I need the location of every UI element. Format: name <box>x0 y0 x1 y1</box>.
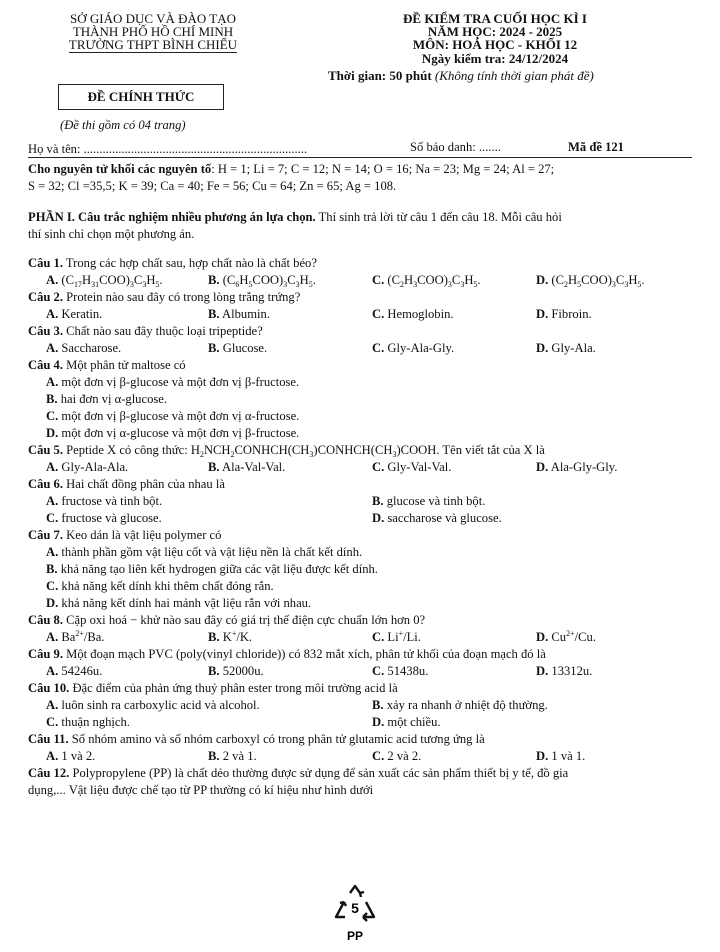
q8-option-c[interactable]: C. Li+/Li. <box>372 629 421 644</box>
official-exam-box: ĐỀ CHÍNH THỨC <box>58 84 224 110</box>
subject: MÔN: HOÁ HỌC - KHỐI 12 <box>412 37 578 52</box>
q7-option-b[interactable]: B. khả năng tạo liên kết hydrogen giữa các vật liệu được kết dính. <box>46 562 378 576</box>
q3-option-c[interactable]: C. Gly-Ala-Gly. <box>372 341 455 355</box>
question-12-cont: dụng,... Vật liệu được chế tạo từ PP thường có kí hiệu như hình dưới <box>28 783 374 797</box>
q11-option-d[interactable]: D. 1 và 1. <box>536 749 586 763</box>
q8-option-a[interactable]: A. $Ba^{2+}/Ba$. <box>46 629 105 644</box>
student-name-field: Họ và tên: ....................................................................... <box>28 142 308 156</box>
q11-option-c[interactable]: C. 2 và 2. <box>372 749 422 763</box>
q2-option-a[interactable]: A. Keratin. <box>46 307 103 321</box>
q1-option-a[interactable]: A. $(C_{17}H_{31}COO)_3C_3H_5$. <box>46 273 163 289</box>
question-11: Câu 11. Số nhóm amino và số nhóm carboxyl có trong phân tử glutamic acid tương ứng là <box>28 732 485 746</box>
q9-option-c[interactable]: C. 51438u. <box>372 664 429 678</box>
part1-heading: PHẦN I. Câu trắc nghiệm nhiều phương án lựa chọn. Thí sinh trả lời từ câu 1 đến câu 18. Mỗi câu hỏi <box>28 210 562 224</box>
q10-option-b[interactable]: B. xảy ra nhanh ở nhiệt độ thường. <box>372 698 548 712</box>
q2-option-c[interactable]: C. Hemoglobin. <box>372 307 454 321</box>
candidate-number-field: Số báo danh: ....... <box>410 140 501 154</box>
exam-code: Mã đề 121 <box>568 140 624 154</box>
q4-option-a[interactable]: A. một đơn vị β-glucose và một đơn vị β-fructose. <box>46 375 300 389</box>
exam-duration: Thời gian: 50 phút (Không tính thời gian phát đề) <box>328 68 594 83</box>
question-7: Câu 7. Keo dán là vật liệu polymer có <box>28 528 222 542</box>
q8-option-d[interactable]: D. $Cu^{2+}/Cu$. <box>536 629 596 644</box>
q6-option-a[interactable]: A. fructose và tinh bột. <box>46 494 163 508</box>
question-6: Câu 6. Hai chất đồng phân của nhau là <box>28 477 225 491</box>
q9-option-a[interactable]: A. 54246u. <box>46 664 103 678</box>
question-3: Câu 3. Chất nào sau đây thuộc loại tripeptide? <box>28 324 263 338</box>
question-1: Câu 1. Trong các hợp chất sau, hợp chất nào là chất béo? <box>28 256 317 270</box>
school-year: NĂM HỌC: 2024 - 2025 <box>427 24 563 39</box>
q11-option-a[interactable]: A. 1 và 2. <box>46 749 96 763</box>
recycle-code: PP <box>346 929 364 943</box>
question-10: Câu 10. Đặc điểm của phản ứng thuỷ phân ester trong môi trường acid là <box>28 681 398 695</box>
atomic-masses-line2: S = 32; Cl =35,5; K = 39; Ca = 40; Fe = 56; Cu = 64; Zn = 65; Ag = 108. <box>28 179 397 193</box>
q10-option-c[interactable]: C. thuận nghịch. <box>46 715 130 729</box>
recycling-symbol-icon <box>330 884 380 948</box>
q5-option-d[interactable]: D. Ala-Gly-Gly. <box>536 460 618 474</box>
q5-option-b[interactable]: B. Ala-Val-Val. <box>208 460 286 474</box>
question-4: Câu 4. Một phân tử maltose có <box>28 358 186 372</box>
question-8: Câu 8. Cặp oxi hoá − khử nào sau đây có giá trị thế điện cực chuẩn lớn hơn 0? <box>28 613 426 627</box>
question-5: Câu 5. Peptide X có công thức: $H_2NCH_2CONHCH(CH_3)CONHCH(CH_3)COOH$. Tên viết tắt của X là <box>28 443 545 459</box>
q3-option-d[interactable]: D. Gly-Ala. <box>536 341 596 355</box>
q4-option-d[interactable]: D. một đơn vị α-glucose và một đơn vị β-fructose. <box>46 426 300 440</box>
question-12: Câu 12. Polypropylene (PP) là chất dẻo thường được sử dụng để sản xuất các sản phẩm thiết bị y tế, đồ gia <box>28 766 569 780</box>
q2-option-b[interactable]: B. Albumin. <box>208 307 270 321</box>
recycle-number: 5 <box>351 900 359 916</box>
q10-option-d[interactable]: D. một chiều. <box>372 715 441 729</box>
q1-option-b[interactable]: B. $(C_6H_5COO)_3C_3H_5$. <box>208 273 316 289</box>
q4-option-b[interactable]: B. hai đơn vị α-glucose. <box>46 392 168 406</box>
q8-option-b[interactable]: B. K+/K. <box>208 629 253 644</box>
q9-option-b[interactable]: B. 52000u. <box>208 664 264 678</box>
q7-option-d[interactable]: D. khả năng kết dính hai mảnh vật liệu rắn với nhau. <box>46 596 312 610</box>
city-name: THÀNH PHỐ HỒ CHÍ MINH <box>72 24 234 39</box>
q7-option-c[interactable]: C. khả năng kết dính khi thêm chất đóng rắn. <box>46 579 274 593</box>
q6-option-b[interactable]: B. glucose và tinh bột. <box>372 494 486 508</box>
q3-option-b[interactable]: B. Glucose. <box>208 341 268 355</box>
exam-date: Ngày kiểm tra: 24/12/2024 <box>421 51 569 66</box>
q6-option-d[interactable]: D. saccharose và glucose. <box>372 511 502 525</box>
divider-line <box>28 157 692 158</box>
q1-option-d[interactable]: D. $(C_2H_5COO)_3C_3H_5$. <box>536 273 645 289</box>
question-9: Câu 9. Một đoạn mạch PVC (poly(vinyl chloride)) có 832 mắt xích, phân tử khối của đoạn mạch đó là <box>28 647 546 661</box>
q3-option-a[interactable]: A. Saccharose. <box>46 341 122 355</box>
q11-option-b[interactable]: B. 2 và 1. <box>208 749 257 763</box>
q7-option-a[interactable]: A. thành phần gồm vật liệu cốt và vật liệu nền là chất kết dính. <box>46 545 363 559</box>
q9-option-d[interactable]: D. 13312u. <box>536 664 593 678</box>
q5-option-c[interactable]: C. Gly-Val-Val. <box>372 460 452 474</box>
exam-title: ĐỀ KIỂM TRA CUỐI HỌC KÌ I <box>403 11 587 26</box>
q6-option-c[interactable]: C. fructose và glucose. <box>46 511 162 525</box>
pages-note: (Đề thi gồm có 04 trang) <box>60 118 186 132</box>
question-2: Câu 2. Protein nào sau đây có trong lòng trắng trứng? <box>28 290 301 304</box>
q2-option-d[interactable]: D. Fibroin. <box>536 307 592 321</box>
atomic-masses-line1: Cho nguyên tử khối các nguyên tố: H = 1; Li = 7; C = 12; N = 14; O = 16; Na = 23; Mg = 24; Al = 27; <box>28 162 555 176</box>
q1-option-c[interactable]: C. $(C_2H_3COO)_3C_3H_5$. <box>372 273 481 289</box>
part1-desc: thí sinh chỉ chọn một phương án. <box>28 227 195 241</box>
dept-name: SỞ GIÁO DỤC VÀ ĐÀO TẠO <box>70 11 236 26</box>
q5-option-a[interactable]: A. Gly-Ala-Ala. <box>46 460 129 474</box>
q10-option-a[interactable]: A. luôn sinh ra carboxylic acid và alcohol. <box>46 698 260 712</box>
school-name: TRƯỜNG THPT BÌNH CHIỂU <box>68 37 238 52</box>
q4-option-c[interactable]: C. một đơn vị β-glucose và một đơn vị α-fructose. <box>46 409 300 423</box>
